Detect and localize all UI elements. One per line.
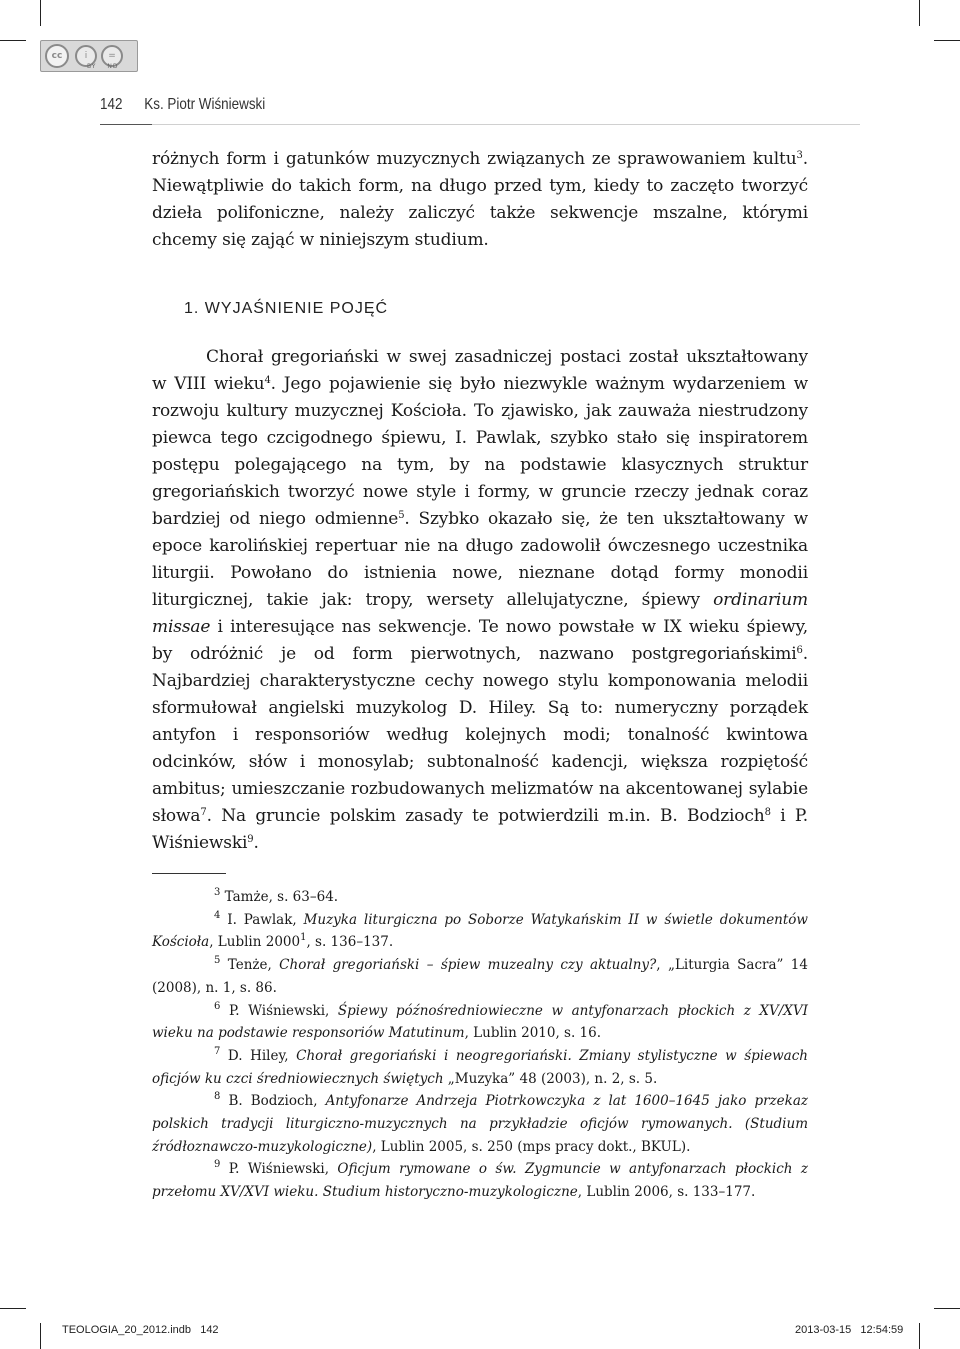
italic-term: ordinarium missae [152, 590, 808, 637]
footnote-number: 8 [214, 1091, 221, 1103]
header-rule [100, 124, 152, 125]
paragraph-1 [152, 146, 808, 254]
section-heading: 1. WYJAŚNIENIE POJĘĆ [184, 300, 389, 317]
text-run: Chorał gregoriański w swej zasadniczej postaci został ukształtowany w VIII wieku [152, 347, 808, 394]
footnote-text: , Lublin 2010, s. 16. [464, 1025, 602, 1042]
text-run: . [253, 833, 259, 853]
cc-icon: cc [45, 44, 69, 68]
footnote-number: 7 [214, 1045, 221, 1057]
footnote-text: , Lublin 2000 [209, 934, 301, 951]
paragraph-2 [152, 344, 808, 857]
footnote-8 [152, 1090, 808, 1158]
footnote-text: , s. 136–137. [306, 934, 394, 951]
footnote-4 [152, 909, 808, 954]
footnote-text: , Lublin 2006, s. 133–177. [577, 1184, 756, 1201]
crop-mark [0, 40, 26, 41]
crop-mark [919, 1323, 920, 1349]
text-run: . Jego pojawienie się było niezwykle ważnym wydarzeniem w rozwoju kultury muzycznej Kościoła. To zjawisko, jak zauważa niestrudzony piewca tego czcigodnego śpiewu, I. Pawlak, szybko stało się inspiratorem postępu polegającego na tym, by na podstawie klasycznych struktur gregoriańskich tworzyć nowe style i formy, w gruncie rzeczy jednak coraz bardziej od niego odmienne [152, 374, 808, 529]
header-rule-light [152, 124, 860, 125]
footnote-rule [152, 873, 226, 874]
text-run: i P. Wiśniewski [152, 806, 808, 853]
crop-mark [0, 1308, 26, 1309]
footnote-title: Chorał gregoriański – śpiew muzealny czy aktualny? [279, 957, 657, 974]
no-derivatives-icon: = [101, 45, 123, 67]
footnote-text: „Muzyka” 48 (2003), n. 2, s. 5. [443, 1070, 658, 1087]
footnote-text: D. Hiley, [227, 1047, 297, 1064]
running-title: Ks. Piotr Wiśniewski [144, 96, 266, 113]
footnote-ref-3[interactable]: 3 [796, 150, 803, 161]
footnote-title: Chorał gregoriański i neogregoriański. Zmiany stylistyczne w śpiewach oficjów ku czci średniowiecznych świętych [152, 1047, 808, 1087]
footnote-text: , „Liturgia Sacra” 14 (2008), n. 1, s. 86. [152, 957, 808, 996]
attribution-icon: i [75, 45, 97, 67]
footnote-text: P. Wiśniewski, [228, 1002, 338, 1019]
crop-mark [919, 0, 920, 26]
footnote-ref-7[interactable]: 7 [200, 807, 207, 818]
footnote-3 [152, 886, 808, 909]
footnote-text: Tamże, s. 63–64. [224, 889, 339, 905]
print-file-name: TEOLOGIA_20_2012.indb 142 [62, 1324, 219, 1336]
cc-license-badge [40, 40, 138, 72]
footnote-text: , Lublin 2005, s. 250 (mps pracy dokt., BKUL). [372, 1138, 691, 1155]
print-timestamp: 2013-03-15 12:54:59 [795, 1324, 904, 1336]
footnote-number: 9 [214, 1159, 221, 1171]
footnote-number: 6 [214, 1000, 221, 1012]
footnote-5 [152, 954, 808, 999]
page-number: 142 [100, 96, 123, 113]
license-labels: BY ND [87, 63, 119, 70]
footnote-text: Tenże, [227, 957, 280, 974]
footnote-text: B. Bodzioch, [228, 1093, 326, 1110]
footnote-ref-9[interactable]: 9 [247, 834, 254, 845]
text-run: różnych form i gatunków muzycznych związanych ze sprawowaniem kultu [152, 149, 797, 169]
footnote-6 [152, 1000, 808, 1045]
text-run: . Najbardziej charakterystyczne cechy nowego stylu komponowania melodii sformułował angielski muzykolog D. Hiley. Są to: numeryczny porządek antyfon i responsoriów według kolejnych modi; tonalność kwintowa odcinków, słów i monosylab; subtonalność kadencji, większa rozpiętość ambitus; umieszczanie rozbudowanych melizmatów na akcentowanej sylabie słowa [152, 644, 808, 826]
footnote-title: Muzyka liturgiczna po Soborze Watykańskim II w świetle dokumentów Kościoła [152, 911, 808, 951]
text-run: . Niewątpliwie do takich form, na długo przed tym, kiedy to zaczęto tworzyć dzieła polifoniczne, należy zaliczyć także sekwencje mszalne, którymi chcemy się zająć w niniejszym studium. [152, 149, 808, 250]
footnotes [152, 886, 808, 1204]
crop-mark [40, 0, 41, 26]
footnote-ref-5[interactable]: 5 [398, 510, 405, 521]
footnote-title: Śpiewy późnośredniowieczne w antyfonarzach płockich z XV/XVI wieku na podstawie responsoriów Matutinum [152, 1002, 809, 1042]
footnote-number: 3 [214, 887, 221, 898]
text-run: i interesujące nas sekwencje. Te nowo powstałe w IX wieku śpiewy, by odróżnić je od form pierwotnych, nazwano postgregoriańskimi [152, 617, 808, 664]
crop-mark [934, 40, 960, 41]
running-header [100, 96, 265, 114]
footnote-7 [152, 1045, 808, 1090]
footnote-ref-6[interactable]: 6 [796, 645, 803, 656]
footnote-text: P. Wiśniewski, [228, 1161, 338, 1178]
footnote-9 [152, 1158, 808, 1203]
footnote-ref-8[interactable]: 8 [764, 807, 771, 818]
footnote-ref-4[interactable]: 4 [264, 375, 271, 386]
edition-sup: 1 [300, 932, 307, 944]
text-run: . Szybko okazało się, że ten ukształtowany w epoce karolińskiej repertuar nie na długo zadowolił ówczesnego uczestnika liturgii. Powołano do istnienia nowe, nieznane dotąd formy monodii liturgicznej, takie jak: tropy, wersety allelujatyczne, śpiewy [152, 509, 809, 610]
footnote-title: Oficjum rymowane o św. Zygmuncie w antyfonarzach płockich z przełomu XV/XVI wieku. Studium historyczno-muzykologiczne [152, 1161, 808, 1201]
footnote-number: 4 [214, 909, 221, 921]
footnote-title: Antyfonarze Andrzeja Piotrkowczyka z lat 1600–1645 jako przekaz polskich tradycji liturgiczno-muzycznych na przykładzie oficjów rymowanych. (Studium źródłoznawczo-muzykologiczne) [152, 1093, 808, 1155]
footnote-text: I. Pawlak, [227, 911, 304, 928]
footnote-number: 5 [214, 955, 221, 967]
text-run: . Na gruncie polskim zasady te potwierdzili m.in. B. Bodzioch [206, 806, 765, 826]
crop-mark [934, 1308, 960, 1309]
crop-mark [40, 1323, 41, 1349]
